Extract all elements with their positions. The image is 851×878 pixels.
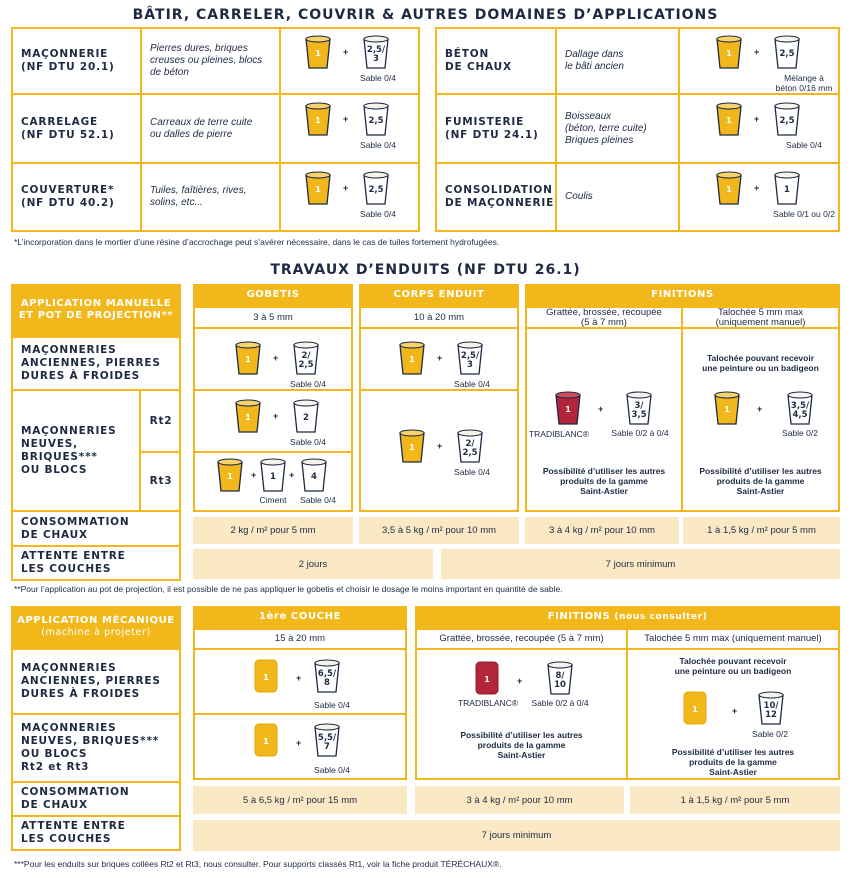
row-desc-fumisterie: Boisseaux (béton, terre cuite) Briques pleines [565,110,647,146]
sand-cup-icon [785,390,815,426]
plus-sign: + [296,673,302,683]
svg-text:1: 1 [315,116,321,125]
row-label-mec-neuves: MAÇONNERIES NEUVES, BRIQUES*** OU BLOCS Rt2 et Rt3 [21,722,160,773]
svg-text:1: 1 [227,472,233,481]
lime-cup-icon [303,101,333,137]
finitions-talochee-mecanique: Talochée 5 mm max (uniquement manuel) [644,633,822,644]
svg-text:10/: 10/ [763,701,779,711]
row-desc-couverture: Tuiles, faîtières, rives, solins, etc... [150,185,247,208]
svg-text:8/: 8/ [555,671,565,681]
plus-sign: + [754,183,760,193]
sand-cup-icon [772,101,802,137]
tradiblanc-label-mec: TRADIBLANC® [457,698,519,708]
header-corps-enduit: CORPS ENDUIT [359,284,519,306]
row-label-fumisterie: FUMISTERIE (NF DTU 24.1) [445,115,539,141]
svg-text:1: 1 [784,185,790,195]
sand-label: Sable 0/4 [454,467,490,477]
lime-cup-icon [215,457,245,493]
section-title-enduits: TRAVAUX D’ENDUITS (NF DTU 26.1) [270,262,581,278]
sand-cup-icon [624,390,654,426]
svg-text:2/: 2/ [301,351,311,361]
svg-text:3/: 3/ [634,401,644,411]
row-desc-consolidation: Coulis [565,191,593,202]
label-rt2: Rt2 [149,414,173,427]
lime-bag-icon [680,690,710,726]
svg-text:2: 2 [303,413,309,423]
plus-sign: + [517,676,523,686]
header-gobetis: GOBETIS [193,284,353,306]
possibilite-grattee: Possibilité d’utiliser les autres produits de la gamme Saint-Astier [542,466,666,496]
attente-7-jours: 7 jours minimum [441,549,840,579]
finitions-talochee-sub: Talochée 5 mm max (uniquement manuel) [715,306,806,328]
sand-label: Sable 0/4 [314,700,350,710]
lime-cup-icon [714,170,744,206]
svg-text:3,5/: 3,5/ [790,401,810,411]
sand-label: Sable 0/4 [360,209,396,219]
header-finitions-mecanique: FINITIONS (nous consulter) [415,606,840,628]
svg-text:2,5: 2,5 [462,448,478,458]
conso-grattee: 3 à 4 kg / m² pour 10 mm [525,517,679,544]
svg-text:1: 1 [726,185,732,194]
svg-text:1: 1 [726,49,732,58]
svg-text:2/: 2/ [465,439,475,449]
sand-label: Sable 0/4 [786,140,822,150]
plus-sign: + [754,47,760,57]
plus-sign: + [343,114,349,124]
svg-text:3,5: 3,5 [631,410,647,420]
plus-sign: + [437,353,443,363]
lime-cup-icon [714,34,744,70]
sand-label: Sable 0/2 à 0/4 [611,428,669,438]
couche-thickness: 15 à 20 mm [274,633,326,644]
sand-cup-icon [772,34,802,70]
svg-text:2,5: 2,5 [368,185,384,195]
row-label-beton-chaux: BÉTON DE CHAUX [445,48,512,73]
row-label-consolidation: CONSOLIDATION DE MAÇONNERIE [445,184,555,209]
sand-cup-icon [545,660,575,696]
svg-text:2,5/: 2,5/ [366,45,386,55]
svg-text:6,5/: 6,5/ [317,669,337,679]
svg-text:1: 1 [245,413,251,422]
sand-label: Sable 0/2 à 0/4 [531,698,589,708]
sand-label: Sable 0/1 ou 0/2 [773,209,835,219]
attente-mec-7-jours: 7 jours minimum [193,820,840,851]
finitions-grattee-mecanique: Grattée, brossée, recoupée (5 à 7 mm) [439,633,604,644]
cement-cup-icon [258,457,288,493]
corps-thickness: 10 à 20 mm [413,311,465,323]
row-label-maconnerie: MAÇONNERIE (NF DTU 20.1) [21,48,115,73]
svg-text:7: 7 [324,742,330,752]
conso-mec-grattee: 3 à 4 kg / m² pour 10 mm [415,786,624,814]
svg-text:4,5: 4,5 [792,410,808,420]
sand-label: Sable 0/2 [782,428,818,438]
cement-label: Ciment [259,495,287,505]
header-application-mecanique: APPLICATION MÉCANIQUE (machine à projeter) [11,606,181,648]
svg-text:3: 3 [373,54,379,64]
svg-text:12: 12 [765,710,777,720]
svg-text:1: 1 [315,185,321,194]
tradiblanc-cup-icon [553,390,583,426]
sand-cup-icon [361,170,391,206]
lime-cup-icon [233,398,263,434]
row-label-couverture: COUVERTURE* (NF DTU 40.2) [21,184,115,209]
sand-label: Sable 0/4 [314,765,350,775]
sand-label: Sable 0/4 [360,73,396,83]
attente-2-jours: 2 jours [193,549,433,579]
header-application-manuelle: APPLICATION MANUELLE ET POT DE PROJECTION** [11,284,181,336]
sand-cup-icon [291,398,321,434]
talochee-note-mec: Talochée pouvant recevoir une peinture ou un badigeon [674,656,792,676]
svg-text:2,5: 2,5 [298,360,314,370]
svg-text:1: 1 [409,443,415,452]
conso-mec-talochee: 1 à 1,5 kg / m² pour 5 mm [630,786,840,814]
row-desc-carrelage: Carreaux de terre cuite ou dalles de pierre [150,116,253,140]
svg-text:2,5/: 2,5/ [460,351,480,361]
footnote-resine: *L’incorporation dans le mortier d’une résine d’accrochage peut s’avérer nécessaire, dans le cas de tuiles fortement hydrofugées. [14,237,500,247]
lime-cup-icon [714,101,744,137]
svg-text:4: 4 [311,472,317,482]
possibilite-mec-talochee: Possibilité d’utiliser les autres produits de la gamme Saint-Astier [671,747,795,777]
possibilite-mec-grattee: Possibilité d’utiliser les autres produits de la gamme Saint-Astier [460,730,583,760]
row-label-maconneries-neuves: MAÇONNERIES NEUVES, BRIQUES*** OU BLOCS [21,424,117,476]
svg-text:1: 1 [315,49,321,58]
sand-cup-icon [772,170,802,206]
svg-text:1: 1 [726,116,732,125]
conso-mec-couche: 5 à 6,5 kg / m² pour 15 mm [193,786,407,814]
svg-text:8: 8 [324,678,330,688]
sand-label: Sable 0/2 [752,729,788,739]
svg-text:1: 1 [724,405,730,414]
plus-sign: + [757,404,763,414]
svg-text:1: 1 [692,705,698,714]
lime-bag-icon [251,722,281,758]
talochee-note: Talochée pouvant recevoir une peinture ou un badigeon [702,353,819,373]
svg-text:5,5/: 5,5/ [317,733,337,743]
label-consommation-mec: CONSOMMATION DE CHAUX [21,786,130,811]
svg-text:1: 1 [270,472,276,482]
row-desc-beton-chaux: Dallage dans le bâti ancien [565,49,624,72]
plus-sign: + [273,353,279,363]
tradiblanc-bag-icon [472,660,502,696]
plus-sign: + [437,441,443,451]
sand-cup-icon [455,340,485,376]
plus-sign: + [343,47,349,57]
sand-cup-icon [361,34,391,70]
sand-label: Sable 0/4 [300,495,336,505]
conso-corps: 3,5 à 5 kg / m² pour 10 mm [359,517,519,544]
sand-label: Sable 0/4 [290,379,326,389]
lime-cup-icon [397,340,427,376]
svg-text:2,5: 2,5 [779,49,795,59]
plus-sign: + [273,411,279,421]
svg-text:1: 1 [263,673,269,682]
sand-cup-icon [756,690,786,726]
sand-cup-icon [291,340,321,376]
plus-sign: + [754,114,760,124]
label-rt3: Rt3 [149,475,173,487]
plus-sign: + [251,470,257,480]
tradiblanc-label: TRADIBLANC® [528,429,590,439]
lime-cup-icon [397,428,427,464]
svg-text:2,5: 2,5 [368,116,384,126]
sand-cup-icon [455,428,485,464]
lime-bag-icon [251,658,281,694]
sand-cup-icon [312,722,342,758]
plus-sign: + [732,706,738,716]
row-label-mec-anciennes: MAÇONNERIES ANCIENNES, PIERRES DURES À FROIDES [21,662,161,700]
sand-label: Sable 0/4 [360,140,396,150]
row-desc-maconnerie: Pierres dures, briques creuses ou pleines, blocs de béton [150,43,263,78]
header-premiere-couche: 1ère COUCHE [193,606,407,628]
svg-text:3: 3 [467,360,473,370]
lime-cup-icon [303,170,333,206]
plus-sign: + [289,470,295,480]
label-consommation: CONSOMMATION DE CHAUX [21,515,130,541]
sand-cup-icon [361,101,391,137]
sand-label: Mélange à béton 0/16 mm [775,73,833,93]
plus-sign: + [296,738,302,748]
row-label-carrelage: CARRELAGE (NF DTU 52.1) [21,115,115,141]
lime-cup-icon [303,34,333,70]
lime-cup-icon [712,390,742,426]
conso-talochee: 1 à 1,5 kg / m² pour 5 mm [683,517,840,544]
row-label-maconneries-anciennes: MAÇONNERIES ANCIENNES, PIERRES DURES À FROIDES [21,344,161,382]
svg-text:1: 1 [409,355,415,364]
sand-cup-icon [299,457,329,493]
conso-gobetis: 2 kg / m² pour 5 mm [193,517,353,544]
sand-label: Sable 0/4 [290,437,326,447]
section-title-applications: BÂTIR, CARRELER, COUVRIR & AUTRES DOMAINES D’APPLICATIONS [132,7,719,23]
svg-text:2,5: 2,5 [779,116,795,126]
header-finitions: FINITIONS [525,284,840,306]
svg-text:10: 10 [554,680,566,690]
label-attente: ATTENTE ENTRE LES COUCHES [21,550,126,575]
svg-text:1: 1 [484,675,490,684]
lime-cup-icon [233,340,263,376]
finitions-grattee-sub: Grattée, brossée, recoupée (5 à 7 mm) [546,306,662,328]
gobetis-thickness: 3 à 5 mm [253,311,293,323]
plus-sign: + [598,404,604,414]
svg-text:1: 1 [565,405,571,414]
svg-text:1: 1 [245,355,251,364]
footnote-briques-collees: ***Pour les enduits sur briques collées Rt2 et Rt3, nous consulter. Pour supports classés Rt1, voir la fiche produit TÉRÉCHAUX®. [14,859,502,869]
possibilite-talochee: Possibilité d’utiliser les autres produits de la gamme Saint-Astier [699,466,822,496]
sand-cup-icon [312,658,342,694]
svg-text:1: 1 [263,737,269,746]
footnote-pot-projection: **Pour l’application au pot de projection, il est possible de ne pas appliquer le gobetis et choisir le dosage le moins important en quantité de sable. [14,584,563,594]
sand-label: Sable 0/4 [454,379,490,389]
plus-sign: + [343,183,349,193]
label-attente-mec: ATTENTE ENTRE LES COUCHES [21,820,126,845]
